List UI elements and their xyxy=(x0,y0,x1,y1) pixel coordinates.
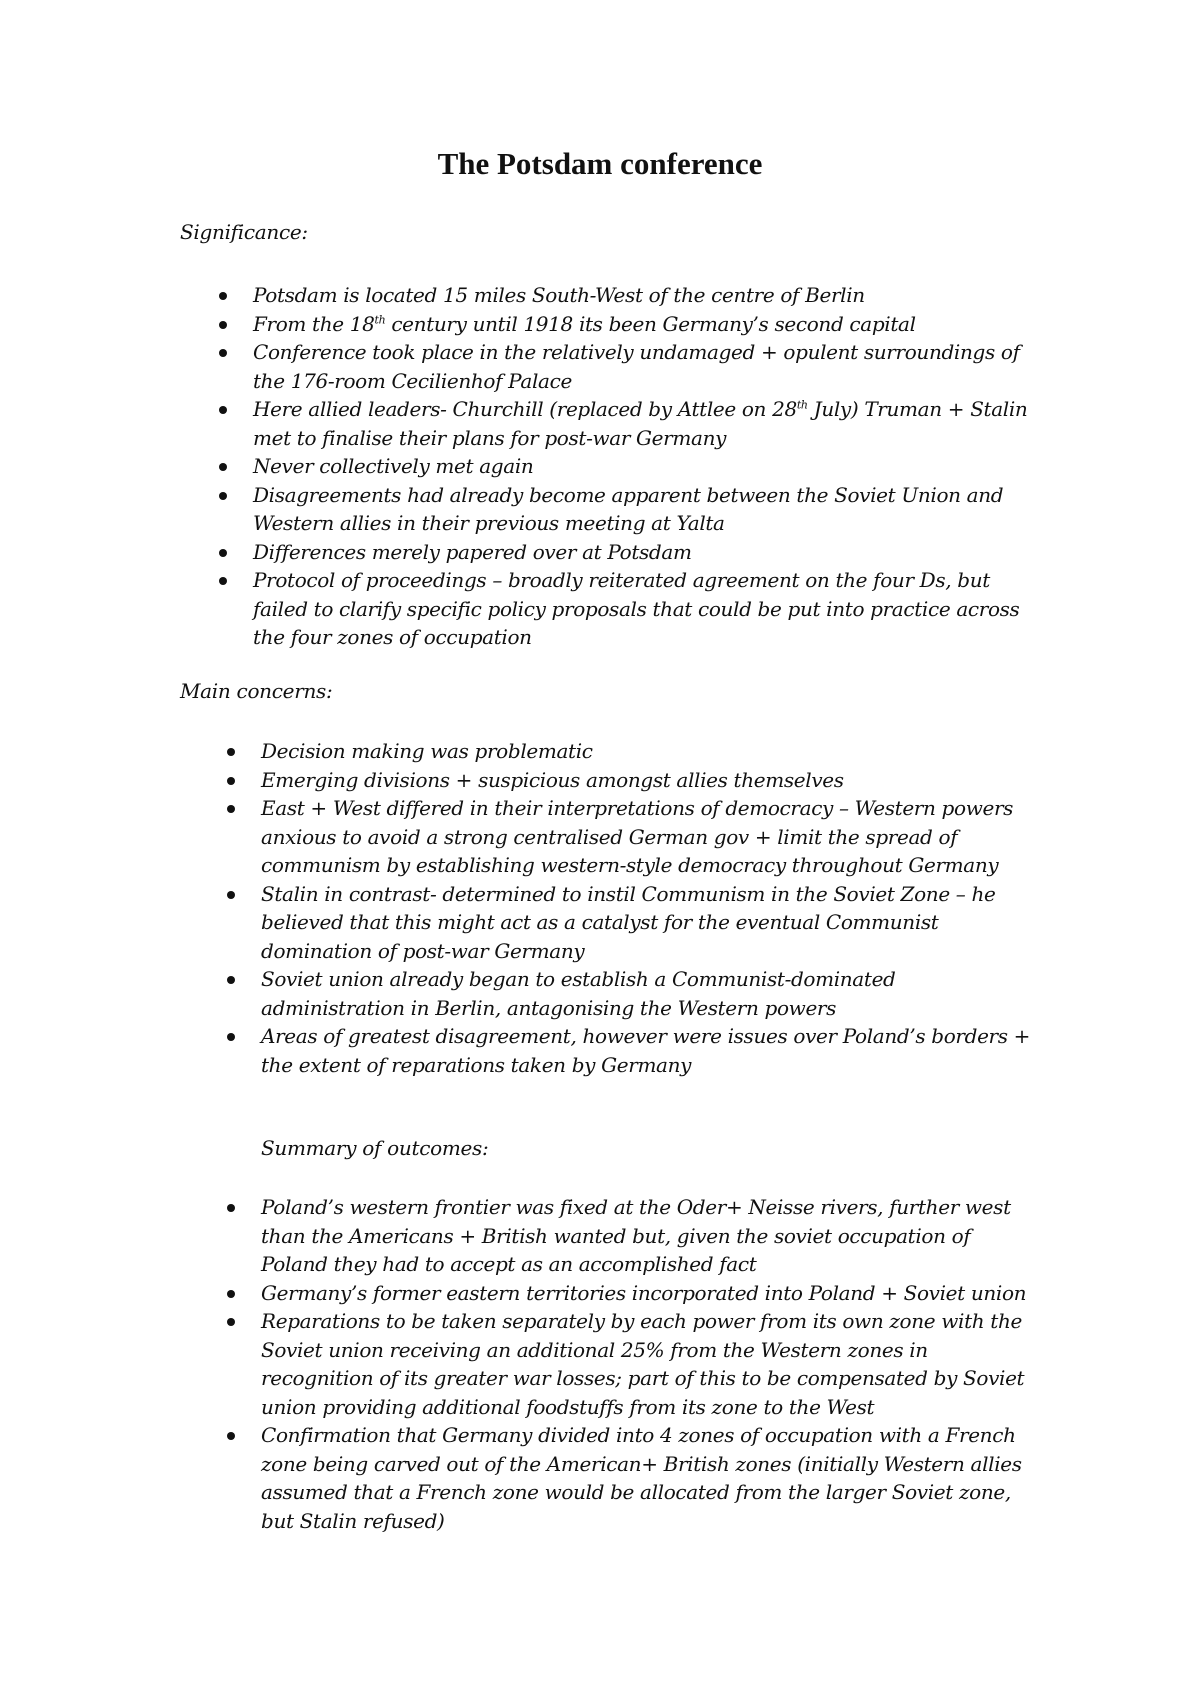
list-item-text: Areas of greatest disagreement, however were issues over Poland’s borders + the extent of reparations taken by Germany xyxy=(261,1024,1031,1077)
concerns-list xyxy=(227,737,1039,1079)
list-item xyxy=(219,566,1039,652)
list-item-text: Poland’s western frontier was fixed at the Oder+ Neisse rivers, further west than the Americans + British wanted but, given the soviet occupation of Poland they had to accept as an accomplished fact xyxy=(261,1195,1011,1276)
concerns-heading: Main concerns: xyxy=(180,679,333,703)
bullet-icon xyxy=(227,1204,235,1212)
bullet-icon xyxy=(219,463,227,471)
list-item-text: Potsdam is located 15 miles South-West of the centre of Berlin xyxy=(253,283,865,307)
list-item xyxy=(227,1307,1039,1421)
bullet-icon xyxy=(227,748,235,756)
list-item-text: Decision making was problematic xyxy=(261,739,593,763)
list-item xyxy=(227,1193,1039,1279)
list-item xyxy=(227,766,1039,795)
list-item xyxy=(219,338,1039,395)
list-item xyxy=(227,794,1039,880)
list-item xyxy=(227,1421,1039,1535)
list-item xyxy=(227,880,1039,966)
list-item xyxy=(227,1022,1039,1079)
bullet-icon xyxy=(219,549,227,557)
bullet-icon xyxy=(227,976,235,984)
list-item xyxy=(219,395,1039,452)
list-item-text: Soviet union already began to establish a Communist-dominated administration in Berlin, antagonising the Western powers xyxy=(261,967,896,1020)
list-item xyxy=(219,281,1039,310)
list-item-text: Confirmation that Germany divided into 4 zones of occupation with a French zone being carved out of the American+ British zones (initially Western allies assumed that a French zone would be allocated from the larger Soviet zone, but Stalin refused) xyxy=(261,1423,1022,1533)
list-item-text-end: century until 1918 its been Germany’s second capital xyxy=(385,311,916,336)
list-item-text: Conference took place in the relatively undamaged + opulent surroundings of the 176-room Cecilienhof Palace xyxy=(253,340,1020,393)
list-item-text: East + West differed in their interpretations of democracy – Western powers anxious to avoid a strong centralised German gov + limit the spread of communism by establishing western-style democracy throughout Germany xyxy=(261,796,1014,877)
bullet-icon xyxy=(219,406,227,414)
bullet-icon xyxy=(219,577,227,585)
list-item-text: Never collectively met again xyxy=(253,454,534,478)
list-item-text-start: From the 18 xyxy=(253,311,375,336)
bullet-icon xyxy=(219,492,227,500)
list-item-text-end: July) Truman + Stalin met to finalise their plans for post-war Germany xyxy=(253,397,1028,450)
list-item-text: Reparations to be taken separately by each power from its own zone with the Soviet union receiving an additional 25% from the Western zones in recognition of its greater war losses; part of this to be compensated by Soviet union providing additional foodstuffs from its zone to the West xyxy=(261,1309,1025,1419)
bullet-icon xyxy=(227,805,235,813)
ordinal-suffix: th xyxy=(374,312,386,326)
bullet-icon xyxy=(227,1318,235,1326)
list-item xyxy=(227,965,1039,1022)
list-item-text: Protocol of proceedings – broadly reiterated agreement on the four Ds, but failed to clarify specific policy proposals that could be put into practice across the four zones of occupation xyxy=(253,568,1020,649)
outcomes-heading: Summary of outcomes: xyxy=(261,1136,489,1160)
list-item-text-start: Here allied leaders- Churchill (replaced by Attlee on 28 xyxy=(253,397,797,421)
list-item xyxy=(219,538,1039,567)
bullet-icon xyxy=(227,891,235,899)
outcomes-list xyxy=(227,1193,1039,1535)
bullet-icon xyxy=(227,777,235,785)
ordinal-suffix: th xyxy=(796,398,808,412)
list-item-text: Differences merely papered over at Potsdam xyxy=(253,539,692,564)
list-item xyxy=(227,1279,1039,1308)
list-item-text: Emerging divisions + suspicious amongst allies themselves xyxy=(261,767,844,792)
significance-list xyxy=(219,281,1039,652)
significance-heading: Significance: xyxy=(180,220,308,244)
bullet-icon xyxy=(227,1033,235,1041)
list-item xyxy=(227,737,1039,766)
list-item-text: Stalin in contrast- determined to instil Communism in the Soviet Zone – he believed that this might act as a catalyst for the eventual Communist domination of post-war Germany xyxy=(261,881,996,963)
document-title: The Potsdam conference xyxy=(437,146,763,181)
list-item xyxy=(219,310,1039,339)
bullet-icon xyxy=(227,1432,235,1440)
list-item-text: Disagreements had already become apparent between the Soviet Union and Western allies in their previous meeting at Yalta xyxy=(253,482,1004,535)
list-item xyxy=(219,481,1039,538)
bullet-icon xyxy=(227,1290,235,1298)
bullet-icon xyxy=(219,292,227,300)
bullet-icon xyxy=(219,321,227,329)
bullet-icon xyxy=(219,349,227,357)
list-item xyxy=(219,452,1039,481)
list-item-text: Germany’s former eastern territories incorporated into Poland + Soviet union xyxy=(261,1280,1027,1305)
